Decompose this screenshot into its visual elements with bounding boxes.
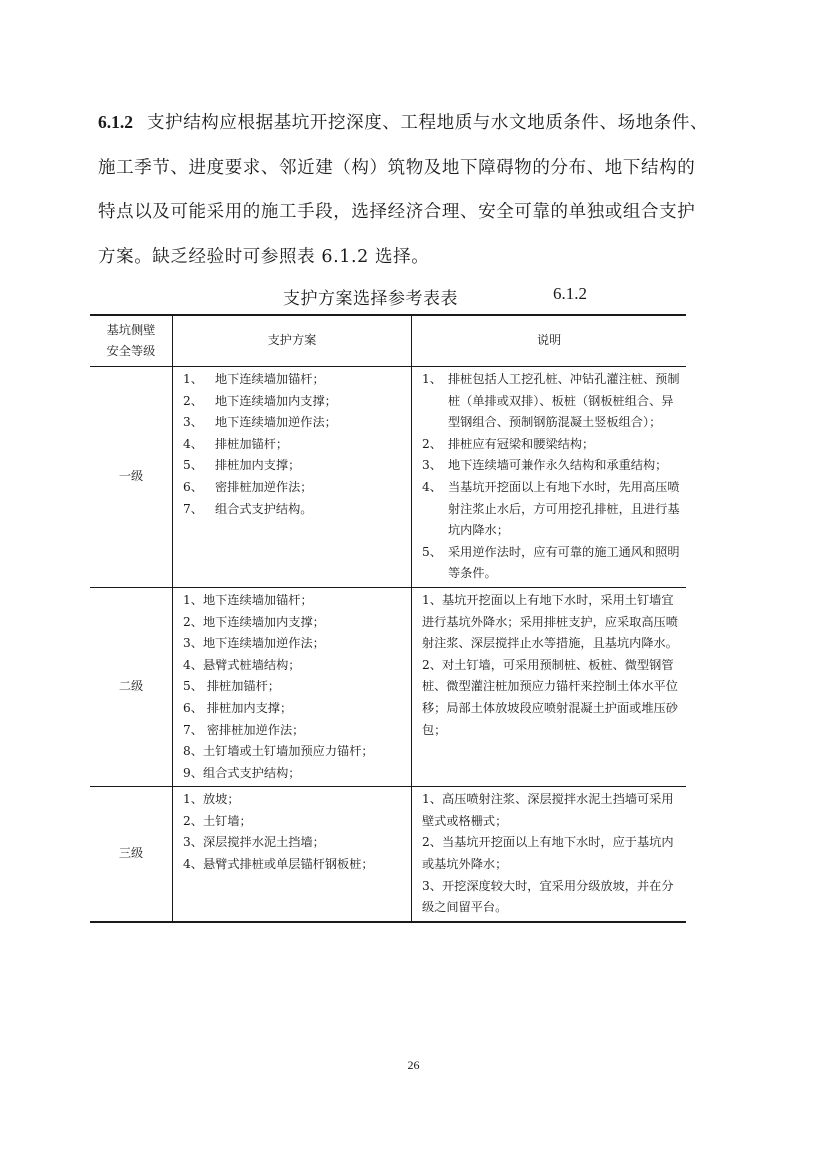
scheme-item-marker: 2、: [183, 813, 203, 828]
clause-line: 特点以及可能采用的施工手段，选择经济合理、安全可靠的单独或组合支护: [98, 202, 696, 222]
scheme-item-marker: 6、: [183, 700, 203, 715]
scheme-item-marker: 2、: [183, 393, 203, 408]
scheme-item-text: 排桩加内支撑；: [202, 700, 293, 715]
scheme-item-marker: 6、: [183, 479, 203, 494]
scheme-cell: [173, 587, 412, 786]
scheme-item-marker: 1、: [183, 792, 203, 807]
scheme-item: [183, 590, 407, 612]
clause-text: 支护结构应根据基坑开挖深度、工程地质与水文地质条件、场地条件、: [147, 113, 709, 133]
scheme-item-text: 放坡；: [202, 792, 240, 807]
scheme-item-text: 地下连续墙加内支撑；: [214, 393, 337, 408]
scheme-item-text: 地下连续墙加逆作法；: [202, 636, 325, 651]
scheme-item: [183, 811, 407, 833]
scheme-item-text: 组合式支护结构。: [214, 501, 313, 516]
note-item-text: 采用逆作法时，应有可靠的施工通风和照明等条件。: [448, 544, 680, 581]
note-item: 2、当基坑开挖面以上有地下水时，应于基坑内或基坑外降水；: [422, 835, 674, 872]
scheme-item: [183, 789, 407, 811]
page-number: 26: [407, 1058, 420, 1072]
safety-level-cell: 二级: [90, 587, 173, 786]
scheme-item-text: 土钉墙或土钉墙加预应力锚杆；: [202, 744, 374, 759]
scheme-item-marker: 4、: [183, 857, 203, 872]
scheme-item-marker: 4、: [183, 657, 203, 672]
scheme-item: [183, 434, 407, 456]
scheme-item: [183, 676, 407, 698]
note-item-marker: 4、: [422, 479, 442, 494]
table-row: [90, 367, 686, 588]
scheme-item-marker: 7、: [183, 501, 203, 516]
scheme-item: [183, 369, 407, 391]
header-level-line: 安全等级: [106, 344, 156, 358]
notes-cell: [412, 787, 687, 922]
note-item: [422, 477, 682, 542]
scheme-item-text: 地下连续墙加锚杆；: [202, 592, 313, 607]
scheme-item-marker: 1、: [183, 592, 203, 607]
table-header-row: [90, 315, 686, 367]
scheme-cell: [173, 367, 412, 588]
scheme-item-marker: 4、: [183, 436, 203, 451]
scheme-item-marker: 1、: [183, 372, 203, 386]
support-scheme-table: [90, 314, 686, 923]
scheme-item-marker: 5、: [183, 679, 203, 694]
note-item-marker: 5、: [422, 544, 442, 559]
clause-line: 施工季节、进度要求、邻近建（构）筑物及地下障碍物的分布、地下结构的: [98, 157, 696, 178]
clause-line: [98, 100, 748, 146]
safety-level-cell: 一级: [90, 367, 173, 588]
scheme-item-marker: 7、: [183, 722, 203, 737]
scheme-item-text: 地下连续墙加内支撑；: [202, 614, 325, 629]
scheme-item-text: 地下连续墙加锚杆；: [214, 372, 325, 386]
scheme-item-marker: 3、: [183, 636, 203, 651]
note-item-marker: 1、: [422, 372, 442, 386]
scheme-item: [183, 477, 407, 499]
scheme-item-text: 排桩加内支撑；: [214, 458, 301, 473]
note-item-marker: 2、: [422, 436, 442, 451]
note-item-text: 当基坑开挖面以上有地下水时，先用高压喷射注浆止水后，方可用挖孔排桩，且进行基坑内降水；: [448, 479, 680, 538]
scheme-item-marker: 3、: [183, 835, 203, 850]
table-caption-title: 支护方案选择参考表表: [283, 289, 458, 309]
header-scheme: 支护方案: [173, 315, 412, 367]
scheme-item: [183, 455, 407, 477]
clause-line: 方案。缺乏经验时可参照表 6.1.2 选择。: [98, 246, 430, 267]
clause-paragraph: [98, 100, 748, 279]
scheme-item-text: 组合式支护结构；: [202, 765, 301, 780]
scheme-item-text: 悬臂式桩墙结构；: [202, 657, 301, 672]
clause-number: 6.1.2: [98, 112, 133, 132]
note-item-text: 地下连续墙可兼作永久结构和承重结构；: [448, 458, 668, 473]
note-item: 1、基坑开挖面以上有地下水时，采用土钉墙宜进行基坑外降水；采用排桩支护，应采取高压喷射注浆、深层搅拌止水等措施，且基坑内降水。: [422, 592, 678, 651]
header-level-line: 基坑侧壁: [106, 323, 156, 337]
scheme-item: [183, 412, 407, 434]
scheme-item: [183, 741, 407, 763]
scheme-item: [183, 832, 407, 854]
scheme-item: [183, 391, 407, 413]
scheme-item-text: 排桩加锚杆；: [214, 436, 289, 451]
scheme-item-marker: 5、: [183, 458, 203, 473]
note-item: [422, 455, 682, 477]
scheme-item-text: 土钉墙；: [202, 813, 252, 828]
scheme-item-text: 悬臂式排桩或单层锚杆钢板桩；: [202, 857, 374, 872]
note-item-marker: 3、: [422, 458, 442, 473]
notes-cell: [412, 367, 687, 588]
note-item-text: 排桩包括人工挖孔桩、冲钻孔灌注桩、预制桩（单排或双排）、板桩（钢板桩组合、异型钢组合、预制钢筋混凝土竖板组合）；: [448, 372, 680, 430]
header-safety-level: [90, 315, 173, 367]
scheme-item: [183, 854, 407, 876]
scheme-item-text: 深层搅拌水泥土挡墙；: [202, 835, 325, 850]
note-item: [422, 542, 682, 585]
scheme-item-text: 排桩加锚杆；: [202, 679, 280, 694]
scheme-item: [183, 763, 407, 785]
scheme-item: [183, 612, 407, 634]
table-row: [90, 787, 686, 922]
scheme-item-marker: 8、: [183, 744, 203, 759]
header-notes: 说明: [412, 315, 687, 367]
note-item: [422, 369, 682, 434]
note-item: [422, 434, 682, 456]
scheme-item: [183, 499, 407, 521]
scheme-item-marker: 9、: [183, 765, 203, 780]
scheme-item-marker: 3、: [183, 415, 203, 430]
table-caption-number: 6.1.2: [553, 284, 587, 303]
note-item: 1、高压喷射注浆、深层搅拌水泥土挡墙可采用壁式或格栅式；: [422, 792, 674, 828]
scheme-item: [183, 633, 407, 655]
scheme-item-marker: 2、: [183, 614, 203, 629]
note-item-text: 排桩应有冠梁和腰梁结构；: [448, 436, 595, 451]
scheme-cell: [173, 787, 412, 922]
notes-cell: [412, 587, 687, 786]
safety-level-cell: 三级: [90, 787, 173, 922]
scheme-item: [183, 655, 407, 677]
scheme-item-text: 密排桩加逆作法；: [214, 479, 313, 494]
scheme-item-text: 地下连续墙加逆作法；: [214, 415, 337, 430]
scheme-item: [183, 720, 407, 742]
scheme-item: [183, 698, 407, 720]
scheme-item-text: 密排桩加逆作法；: [202, 722, 305, 737]
note-item: 3、开挖深度较大时，宜采用分级放坡，并在分级之间留平台。: [422, 878, 674, 915]
note-item: 2、对土钉墙，可采用预制桩、板桩、微型钢管桩、微型灌注桩加预应力锚杆来控制土体水平位移；局部土体放坡段应喷射混凝土护面或堆压砂包；: [422, 657, 678, 737]
table-row: [90, 587, 686, 786]
